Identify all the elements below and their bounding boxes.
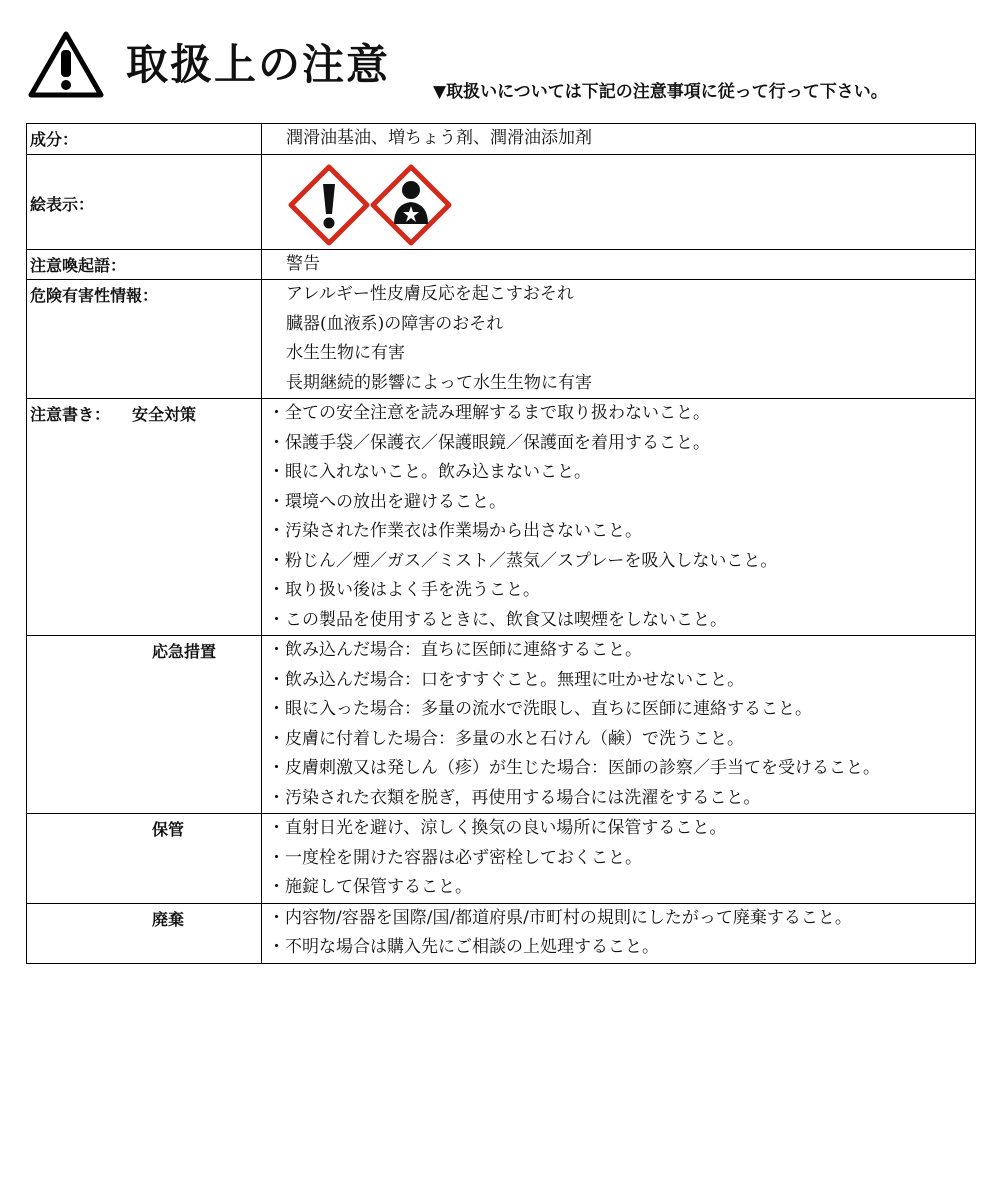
hazard-line: アレルギー性皮膚反応を起こすおそれ bbox=[286, 284, 574, 304]
health-hazard-pictogram-icon bbox=[370, 164, 452, 246]
page-title: 取扱上の注意 bbox=[126, 40, 391, 89]
warning-triangle-icon bbox=[28, 30, 104, 98]
label-signal-word: 注意喚起語： bbox=[27, 249, 262, 280]
label-response: 応急措置 bbox=[152, 642, 217, 661]
label-disposal: 廃棄 bbox=[152, 909, 185, 929]
disposal-line: ・不明な場合は購入先にご相談の上処理すること。 bbox=[268, 937, 659, 957]
row-storage bbox=[27, 814, 976, 904]
row-response bbox=[27, 636, 976, 814]
signal-word-value: 警告 bbox=[286, 253, 320, 274]
pictogram-group bbox=[262, 155, 975, 246]
label-hazard-info: 危険有害性情報： bbox=[27, 280, 262, 399]
page-header bbox=[28, 28, 978, 108]
prevention-line: ・環境への放出を避けること。 bbox=[268, 491, 506, 512]
hazard-line: 臓器(血液系)の障害のおそれ bbox=[286, 313, 504, 334]
storage-line: ・一度栓を開けた容器は必ず密栓しておくこと。 bbox=[268, 847, 642, 868]
row-pictograms bbox=[27, 154, 976, 249]
response-line: ・飲み込んだ場合：口をすすぐこと。無理に吐かせないこと。 bbox=[268, 669, 745, 690]
response-line: ・飲み込んだ場合：直ちに医師に連絡すること。 bbox=[268, 640, 642, 660]
prevention-line: ・取り扱い後はよく手を洗うこと。 bbox=[268, 580, 540, 600]
response-line: ・眼に入った場合：多量の流水で洗眼し、直ちに医師に連絡すること。 bbox=[268, 699, 812, 719]
disposal-line: ・内容物/容器を国際/国/都道府県/市町村の規則にしたがって廃棄すること。 bbox=[268, 907, 852, 928]
prevention-line: ・全ての安全注意を読み理解するまで取り扱わないこと。 bbox=[268, 403, 710, 423]
label-precautions-main: 注意書き： bbox=[30, 405, 111, 424]
prevention-line: ・粉じん／煙／ガス／ミスト／蒸気／スプレーを吸入しないこと。 bbox=[268, 550, 778, 571]
hazard-line: 水生生物に有害 bbox=[286, 343, 405, 363]
hazard-line: 長期継続的影響によって水生生物に有害 bbox=[286, 372, 592, 393]
label-pictograms: 絵表示： bbox=[27, 154, 262, 249]
prevention-line: ・眼に入れないこと。飲み込まないこと。 bbox=[268, 462, 591, 482]
response-line: ・皮膚刺激又は発しん（疹）が生じた場合：医師の診察／手当てを受けること。 bbox=[268, 758, 880, 778]
safety-table bbox=[26, 123, 976, 964]
response-line: ・皮膚に付着した場合：多量の水と石けん（鹸）で洗うこと。 bbox=[268, 728, 744, 749]
label-ingredients: 成分： bbox=[27, 124, 262, 155]
prevention-line: ・保護手袋／保護衣／保護眼鏡／保護面を着用すること。 bbox=[268, 432, 710, 453]
row-ingredients bbox=[27, 124, 976, 155]
label-prevention: 安全対策 bbox=[132, 405, 197, 424]
label-storage: 保管 bbox=[152, 820, 185, 839]
storage-line: ・直射日光を避け、涼しく換気の良い場所に保管すること。 bbox=[268, 818, 727, 838]
response-line: ・汚染された衣類を脱ぎ，再使用する場合には洗濯をすること。 bbox=[268, 787, 761, 808]
row-disposal bbox=[27, 903, 976, 963]
row-signal-word bbox=[27, 249, 976, 280]
page-subtitle: ▼取扱いについては下記の注意事項に従って行って下さい。 bbox=[433, 82, 888, 102]
row-prevention bbox=[27, 399, 976, 636]
prevention-line: ・この製品を使用するときに、飲食又は喫煙をしないこと。 bbox=[268, 609, 727, 630]
row-hazard-info bbox=[27, 280, 976, 399]
label-precautions bbox=[27, 399, 262, 636]
exclamation-mark-pictogram-icon bbox=[288, 164, 370, 246]
prevention-line: ・汚染された作業衣は作業場から出さないこと。 bbox=[268, 521, 642, 541]
ingredients-value: 潤滑油基油、増ちょう剤、潤滑油添加剤 bbox=[286, 128, 592, 148]
storage-line: ・施錠して保管すること。 bbox=[268, 877, 472, 897]
